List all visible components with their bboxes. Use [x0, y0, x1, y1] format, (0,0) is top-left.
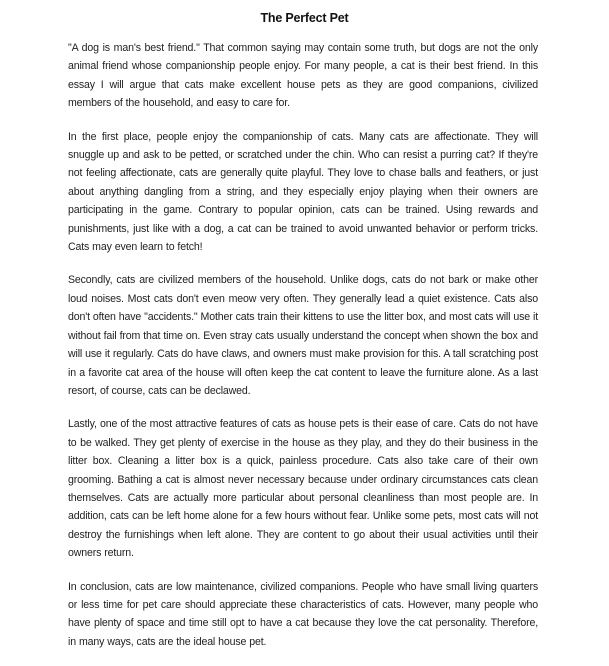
- document-body: [68, 39, 538, 666]
- document-title: The Perfect Pet: [260, 11, 349, 25]
- paragraph-ease-of-care: Lastly, one of the most attractive features of cats as house pets is their ease of care. Cats do not have to be walked. They get plenty of exercise in the house as they play, and they do their business in the litter box. Cleaning a litter box is a quick, painless procedure. Cats also take care of their own grooming. Bathing a cat is almost never necessary because under ordinary circumstances cats clean themselves. Cats are actually more particular about personal cleanliness than most people are. In addition, cats can be left home alone for a few hours without fear. Unlike some pets, most cats will not destroy the furnishings when left alone. They are content to go about their usual activities until their owners return.: [68, 418, 538, 560]
- paragraph-introduction: "A dog is man's best friend." That common saying may contain some truth, but dogs are not the only animal friend whose companionship people enjoy. For many people, a cat is their best friend. In this essay I will argue that cats make excellent house pets as they are good companions, civilized members of the household, and easy to care for.: [68, 42, 538, 110]
- paragraph-conclusion: In conclusion, cats are low maintenance, civilized companions. People who have small living quarters or less time for pet care should appreciate these characteristics of cats. However, many people who have plenty of space and time still opt to have a cat because they love the cat personality. Therefore, in many ways, cats are the ideal house pet.: [68, 580, 538, 648]
- paragraph-companionship: In the first place, people enjoy the companionship of cats. Many cats are affectionate. They will snuggle up and ask to be petted, or scratched under the chin. Who can resist a purring cat? If they're not feeling affectionate, cats are generally quite playful. They love to chase balls and feathers, or just about anything dangling from a string, and they especially enjoy playing when their owners are participating in the game. Contrary to popular opinion, cats can be trained. Using rewards and punishments, just like with a dog, a cat can be trained to avoid unwanted behavior or perform tricks. Cats may even learn to fetch!: [68, 130, 538, 254]
- paragraph-civilized: Secondly, cats are civilized members of the household. Unlike dogs, cats do not bark or make other loud noises. Most cats don't even meow very often. They generally lead a quiet existence. Cats also don't often have "accidents." Mother cats train their kittens to use the litter box, and most cats will use it without fail from that time on. Even stray cats usually understand the concept when shown the box and will use it regularly. Cats do have claws, and owners must make provision for this. A tall scratching post in a favorite cat area of the house will often keep the cat content to leave the furniture alone. As a last resort, of course, cats can be declawed.: [68, 274, 538, 397]
